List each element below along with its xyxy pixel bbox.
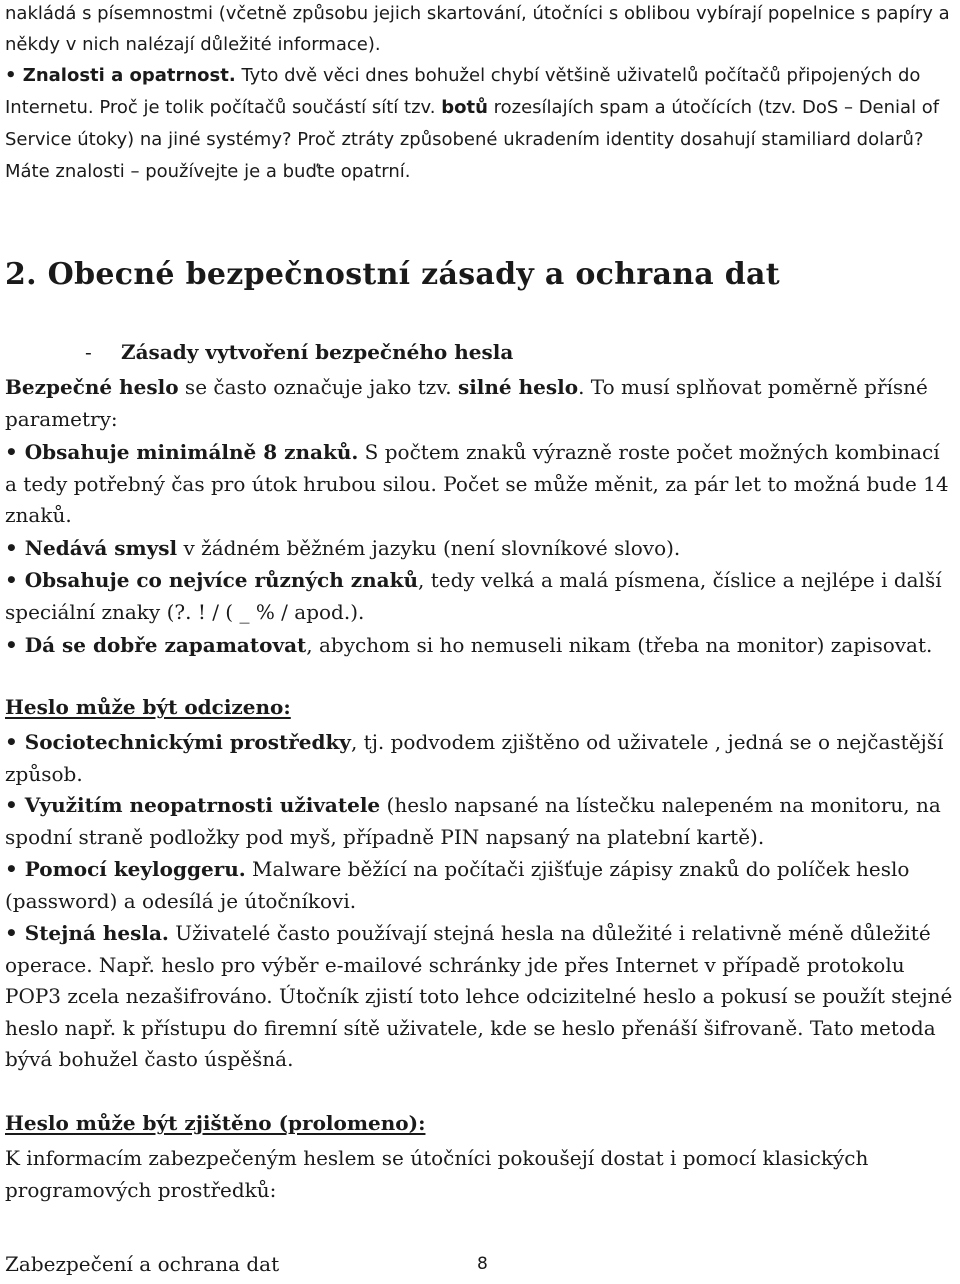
section-title: 2. Obecné bezpečnostní zásady a ochrana dat (5, 257, 780, 292)
password-intro-text-2: . To musí splňovat poměrně přísné parametry: (5, 375, 928, 431)
stolen-item-keylogger-bold: • Pomocí keyloggeru. (5, 857, 246, 881)
bullet-no-meaning (5, 533, 955, 565)
bullet-char-variety-text: , tedy velká a malá písmena, číslice a nejlépe i další speciální znaky (?. ! / ( _ % / apod.). (5, 568, 942, 624)
stolen-item-same-passwords-text: Uživatelé často používají stejná hesla na důležité i relativně méně důležité operace. Např. heslo pro výběr e-mailové schránky jde přes Internet v případě protokolu POP3 zcela nezašifrováno. Útočník zjistí toto lehce odcizitelné heslo a pokusí se použít stejné heslo např. k přístupu do firemní sítě uživatele, kde se heslo přenáší šifrovaně. Tato metoda bývá bohužel často úspěšná. (5, 921, 953, 1071)
bullet-knowledge-text-2: rozesílajích spam a útočících (tzv. DoS – Denial of Service útoky) na jiné systémy? Proč ztráty způsobené ukradením identity dosahují stamiliard dolarů? Máte znalosti – používejte je a buďte opatrní. (5, 97, 940, 182)
stolen-item-same-passwords (5, 918, 955, 1076)
bullet-no-meaning-text: v žádném běžném jazyku (není slovníkové slovo). (177, 536, 681, 560)
bullet-memorable-text: , abychom si ho nemuseli nikam (třeba na monitor) zapisovat. (306, 633, 933, 657)
bullet-knowledge-text-1: Tyto dvě věci dnes bohužel chybí většině uživatelů počítačů připojených do Internetu. Proč je tolik počítačů součástí sítí tzv. (5, 65, 921, 118)
stolen-item-keylogger (5, 854, 955, 917)
intro-paragraph (5, 0, 955, 60)
bullet-min-length-text: S počtem znaků výrazně roste počet možných kombinací a tedy potřebný čas pro útok hrubou silou. Počet se může měnit, za pár let to možná bude 14 znaků. (5, 440, 949, 527)
password-intro-text-1: se často označuje jako tzv. (178, 375, 458, 399)
bullet-knowledge-bold-2: botů (441, 97, 488, 118)
password-intro-paragraph (5, 372, 955, 435)
stolen-item-carelessness (5, 790, 955, 853)
bullet-no-meaning-bold: • Nedává smysl (5, 536, 178, 560)
bullet-knowledge-bold: • Znalosti a opatrnost. (5, 65, 236, 86)
subsection-title-text: Zásady vytvoření bezpečného hesla (121, 340, 514, 364)
cracked-paragraph (5, 1143, 955, 1206)
stolen-item-carelessness-bold: • Využitím neopatrnosti uživatele (5, 793, 381, 817)
stolen-item-same-passwords-bold: • Stejná hesla. (5, 921, 169, 945)
stolen-item-carelessness-text: (heslo napsané na lístečku nalepeném na monitoru, na spodní straně podložky pod myš, případně PIN napsaný na platební kartě). (5, 793, 941, 849)
footer-title: Zabezpečení a ochrana dat (5, 1252, 280, 1276)
silne-heslo-term: silné heslo (457, 375, 579, 399)
intro-text: nakládá s písemnostmi (včetně způsobu jejich skartování, útočníci s oblibou vybírají popelnice s papíry a někdy v nich nalézají důležité informace). (5, 3, 950, 55)
subsection-dash: - (85, 340, 92, 364)
page-footer (5, 1252, 488, 1276)
cracked-heading: Heslo může být zjištěno (prolomeno): (5, 1111, 426, 1135)
bullet-memorable (5, 630, 955, 662)
strong-password-term: Bezpečné heslo (5, 375, 179, 399)
stolen-item-social-bold: • Sociotechnickými prostředky (5, 730, 351, 754)
stolen-item-social-text: , tj. podvodem zjištěno od uživatele , jedná se o nejčastější způsob. (5, 730, 944, 786)
bullet-char-variety (5, 565, 955, 628)
stolen-item-keylogger-text: Malware běžící na počítači zjišťuje zápisy znaků do políček heslo (password) a odesílá je útočníkovi. (5, 857, 910, 913)
bullet-memorable-bold: • Dá se dobře zapamatovat (5, 633, 307, 657)
bullet-min-length (5, 437, 955, 532)
stolen-item-social (5, 727, 955, 790)
bullet-char-variety-bold: • Obsahuje co nejvíce různých znaků (5, 568, 418, 592)
stolen-heading: Heslo může být odcizeno: (5, 695, 291, 719)
bullet-knowledge (5, 60, 955, 188)
cracked-text: K informacím zabezpečeným heslem se útočníci pokoušejí dostat i pomocí klasických programových prostředků: (5, 1146, 869, 1202)
page-number: 8 (477, 1254, 488, 1274)
subsection-title (5, 340, 955, 364)
bullet-min-length-bold: • Obsahuje minimálně 8 znaků. (5, 440, 359, 464)
